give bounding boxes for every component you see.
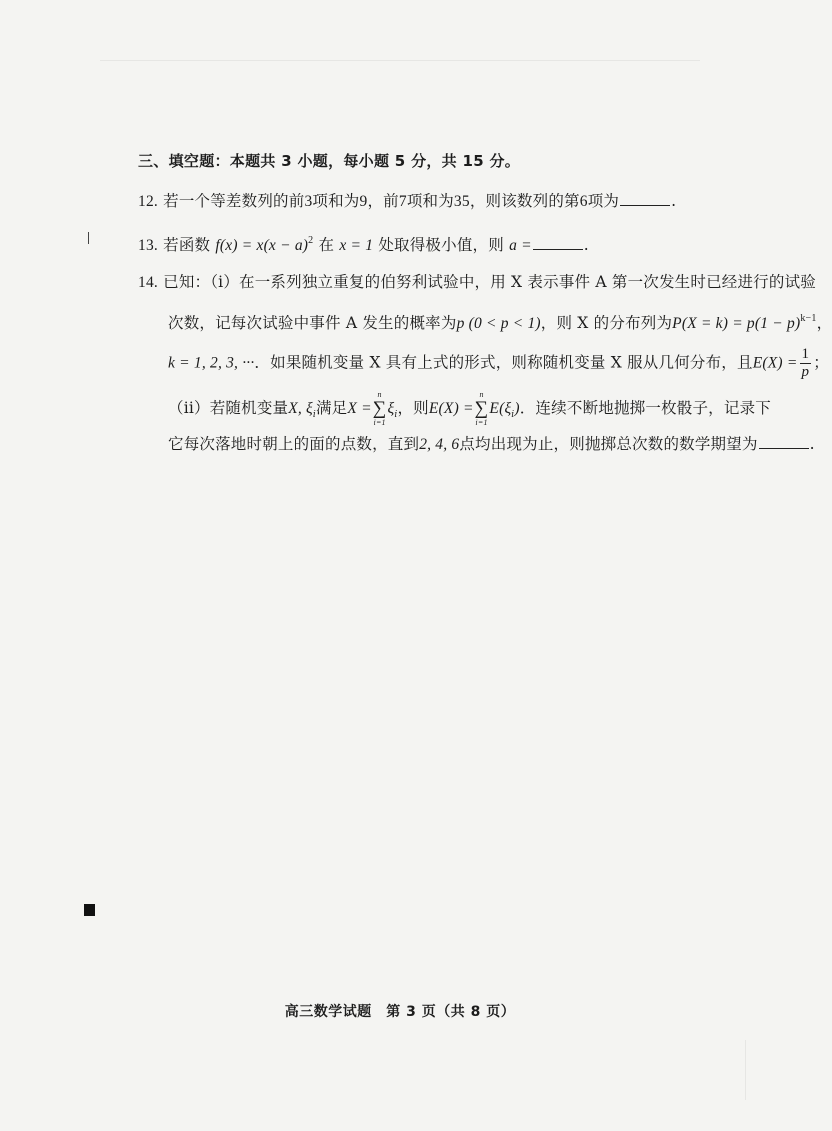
q13-text: 在 — [318, 236, 335, 254]
q13-formula: f(x) = x(x − a) — [215, 237, 309, 254]
scan-artifact — [745, 1040, 746, 1100]
q12-value: 3 — [304, 193, 313, 210]
q13-exponent: 2 — [308, 235, 314, 246]
question-14-line-5 — [168, 434, 815, 455]
q12-value: 7 — [398, 193, 407, 210]
question-12 — [138, 191, 676, 212]
q14-formula: 2, 4, 6 — [419, 436, 460, 453]
question-14-line-4 — [168, 390, 771, 428]
q12-text: ，则该数列的第 — [469, 192, 580, 210]
question-number: 12. — [138, 193, 158, 210]
q14-text: ，则 — [397, 399, 429, 417]
q14-text: （ii）若随机变量 — [168, 399, 289, 417]
summation — [373, 390, 387, 428]
page-footer: 高三数学试题 第 3 页（共 8 页） — [284, 1004, 516, 1020]
fraction-denominator: p — [801, 364, 810, 380]
scan-artifact — [100, 60, 700, 61]
question-number: 14. — [138, 274, 158, 291]
q14-formula: p (0 < p < 1) — [456, 315, 541, 332]
sum-upper: n — [479, 390, 484, 399]
q14-text: . — [809, 435, 815, 453]
subscript: i — [511, 410, 515, 420]
q12-text: 项为 — [587, 192, 620, 210]
q12-text: 项和为 — [406, 192, 454, 210]
sum-lower: i=1 — [373, 418, 386, 427]
q14-text: 已知：（i）在一系列独立重复的伯努利试验中，用 X 表示事件 A 第一次发生时已经进行的试验 — [163, 273, 816, 291]
q14-formula: X, ξ — [288, 400, 313, 417]
answer-blank[interactable] — [533, 235, 583, 250]
question-14-line-3 — [168, 346, 829, 381]
q14-text: ； — [813, 353, 829, 372]
summation — [475, 390, 489, 428]
q13-text: . — [583, 236, 589, 254]
alignment-marker — [84, 904, 95, 916]
q12-value: 6 — [579, 193, 588, 210]
q14-exponent: k−1 — [800, 313, 817, 324]
q14-formula: ξ — [387, 400, 395, 417]
sigma: ∑ — [474, 398, 489, 419]
sigma: ∑ — [372, 398, 387, 419]
q14-formula: E(ξ — [489, 400, 512, 417]
q14-text: ．连续不断地抛掷一枚骰子，记录下 — [519, 399, 771, 417]
fraction — [800, 346, 812, 381]
q12-text: . — [671, 192, 677, 210]
answer-blank[interactable] — [759, 434, 809, 449]
sum-upper: n — [377, 390, 382, 399]
section-heading: 三、填空题：本题共 3 小题，每小题 5 分，共 15 分。 — [138, 152, 521, 170]
fraction-numerator: 1 — [801, 346, 810, 362]
question-number: 13. — [138, 237, 158, 254]
q14-text: 它每次落地时朝上的面的点数，直到 — [168, 435, 420, 453]
q13-ask: a = — [509, 237, 532, 254]
q14-text: 次数，记每次试验中事件 A 发生的概率为 — [168, 314, 457, 332]
question-14-line-1 — [138, 272, 816, 293]
subscript: i — [394, 410, 398, 420]
answer-blank[interactable] — [620, 191, 670, 206]
q12-text: 项和为 — [312, 192, 360, 210]
q14-formula: E(X) = — [752, 354, 798, 372]
q13-condition: x = 1 — [339, 237, 374, 254]
q14-formula: P(X = k) = p(1 − p) — [672, 315, 801, 332]
q12-value: 9 — [359, 193, 368, 210]
q13-text: 若函数 — [163, 236, 211, 254]
q14-formula: ) — [514, 400, 520, 417]
sum-lower: i=1 — [475, 418, 488, 427]
q14-text: ．如果随机变量 X 具有上式的形式，则称随机变量 X 服从几何分布，且 — [254, 353, 753, 372]
q13-text: 处取得极小值，则 — [378, 236, 504, 254]
question-13 — [138, 231, 589, 256]
q14-formula: X = — [347, 400, 372, 417]
q14-formula: E(X) = — [428, 400, 474, 417]
q14-text: ，则 X 的分布列为 — [540, 314, 673, 332]
q12-text: ，前 — [367, 192, 399, 210]
q12-text: 若一个等差数列的前 — [163, 192, 305, 210]
q14-text: 点均出现为止，则抛掷总次数的数学期望为 — [459, 435, 758, 453]
q12-value: 35 — [453, 193, 470, 210]
q14-formula: k = 1, 2, 3, ··· — [168, 354, 255, 372]
question-14-line-2 — [168, 309, 832, 334]
q14-text: 满足 — [315, 399, 348, 417]
margin-mark — [88, 232, 89, 244]
q14-text: ， — [816, 314, 832, 332]
subscript: i — [312, 410, 316, 420]
